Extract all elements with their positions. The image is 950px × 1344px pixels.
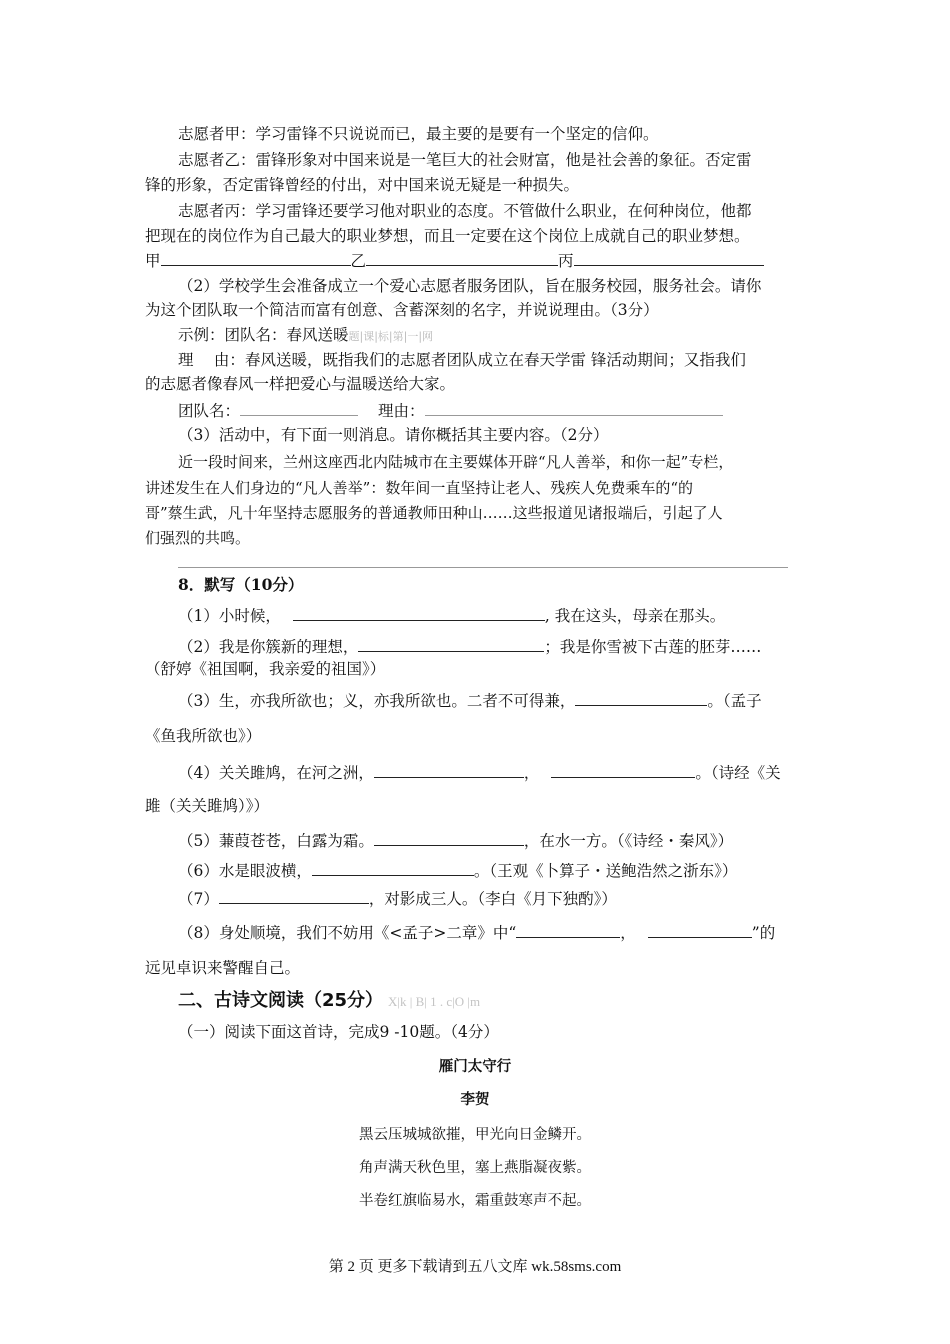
q8-blank-7[interactable] — [219, 888, 369, 904]
q8-item5 — [178, 830, 733, 851]
q8-item7-post: ，对影成三人。（李白《月下独酌》） — [368, 890, 617, 908]
poem-author: 李贺 — [460, 1091, 490, 1108]
q2-line2: 为这个团队取一个简洁而富有创意、含蓄深刻的名字，并说说理由。（3分） — [145, 301, 659, 319]
q8-blank-1[interactable] — [293, 605, 545, 621]
team-name-field[interactable] — [240, 400, 358, 416]
q2-reason-line1 — [178, 350, 746, 370]
q8-item7 — [178, 888, 617, 909]
q3-prompt: （3）活动中，有下面一则消息。请你概括其主要内容。（2分） — [178, 426, 609, 444]
section2-intro: （一）阅读下面这首诗，完成9 -10题。（4分） — [178, 1023, 499, 1041]
volunteer-c-line2: 把现在的岗位作为自己最大的职业梦想，而且一定要在这个岗位上成就自己的职业梦想。 — [145, 227, 750, 245]
q8-item7-pre: （7） — [178, 890, 219, 908]
q2-example — [178, 325, 433, 347]
blank-jia[interactable] — [161, 250, 351, 266]
label-yi: 乙 — [350, 252, 367, 270]
answer-blanks-row — [145, 250, 764, 271]
section2-title: 二、古诗文阅读（25分） — [178, 990, 384, 1011]
q8-item2-pre: （2）我是你簇新的理想， — [178, 638, 359, 656]
q8-blank-8b[interactable] — [648, 922, 752, 938]
q8-item4 — [178, 762, 781, 783]
watermark-text: 题|课|标|第|一|网 — [348, 330, 434, 343]
section-heading — [178, 988, 480, 1015]
q8-item8-continued: 远见卓识来警醒自己。 — [145, 959, 301, 977]
q8-item3 — [178, 690, 762, 711]
q8-item8 — [178, 922, 775, 943]
poem-title: 雁门太守行 — [438, 1058, 512, 1075]
q8-blank-2[interactable] — [358, 636, 544, 652]
q8-item1-post: , 我在这头，母亲在那头。 — [544, 607, 726, 625]
q8-item6 — [178, 860, 737, 881]
blank-yi[interactable] — [366, 250, 558, 266]
q8-item2 — [178, 636, 761, 657]
volunteer-a: 志愿者甲：学习雷锋不只说说而已，最主要的是要有一个坚定的信仰。 — [178, 125, 659, 143]
q8-item1 — [178, 605, 725, 626]
label-bing: 丙 — [558, 252, 574, 270]
q2-line1: （2）学校学生会准备成立一个爱心志愿者服务团队，旨在服务校园，服务社会。请你 — [178, 277, 762, 295]
q8-item8-mid: ， — [620, 924, 636, 942]
q8-item3-post: 。（孟子 — [707, 692, 762, 710]
q3-news-line2: 讲述发生在人们身边的“凡人善举”：数年间一直坚持让老人、残疾人免费乘车的“的 — [145, 479, 694, 497]
q8-item4-source: 雎（关关雎鸠）》） — [145, 797, 270, 815]
q3-answer-line[interactable] — [178, 567, 788, 568]
q8-item4-pre: （4）关关雎鸠，在河之洲， — [178, 764, 374, 782]
page-footer: 第 2 页 更多下载请到五八文库 wk.58sms.com — [328, 1259, 622, 1275]
q8-item6-post: 。（王观《卜算子・送鲍浩然之浙东》） — [473, 862, 738, 880]
q2-reason-text: 春风送暖，既指我们的志愿者团队成立在春天学雷 锋活动期间；又指我们 — [244, 351, 746, 369]
volunteer-b-line2: 锋的形象，否定雷锋曾经的付出，对中国来说无疑是一种损失。 — [145, 176, 580, 194]
poem-line: 黑云压城城欲摧，甲光向日金鳞开。 — [359, 1127, 591, 1143]
poem-line: 角声满天秋色里，塞上燕脂凝夜紫。 — [359, 1160, 591, 1176]
reason-field[interactable] — [425, 400, 723, 416]
q8-item8-post: ”的 — [751, 924, 776, 942]
volunteer-b-line1: 志愿者乙：雷锋形象对中国来说是一笔巨大的社会财富，他是社会善的象征。否定雷 — [178, 151, 752, 169]
q8-item6-pre: （6）水是眼波横， — [178, 862, 312, 880]
q8-item2-post: ；我是你雪被下古莲的胚芽…… — [544, 638, 762, 656]
q8-item5-pre: （5）蒹葭苍苍，白露为霜。 — [178, 832, 374, 850]
q2-example-text: 示例：团队名：春风送暖 — [178, 326, 349, 344]
section2-watermark: X|k | B| 1 . c|O |m — [388, 994, 481, 1009]
q2-answer-row — [178, 400, 723, 421]
q8-title: 8．默写（10分） — [178, 575, 304, 594]
q2-reason-label: 理 由： — [178, 351, 245, 369]
q8-blank-6[interactable] — [312, 860, 474, 876]
q8-blank-5[interactable] — [374, 830, 524, 846]
q8-blank-4a[interactable] — [374, 762, 524, 778]
team-label: 团队名： — [178, 402, 241, 420]
blank-bing[interactable] — [574, 250, 764, 266]
volunteer-c-line1: 志愿者丙：学习雷锋还要学习他对职业的态度。不管做什么职业，在何种岗位，他都 — [178, 202, 752, 220]
q3-news-line4: 们强烈的共鸣。 — [145, 529, 251, 547]
q8-item4-mid: ， — [523, 764, 540, 782]
q2-reason-line2: 的志愿者像春风一样把爱心与温暖送给大家。 — [145, 375, 456, 393]
q8-item3-pre: （3）生，亦我所欲也；义，亦我所欲也。二者不可得兼， — [178, 692, 576, 710]
q8-item4-post: 。（诗经《关 — [695, 764, 781, 782]
q8-item5-post: ，在水一方。（《诗经・秦风》） — [523, 832, 734, 850]
q8-blank-3[interactable] — [575, 690, 707, 706]
q8-blank-4b[interactable] — [551, 762, 695, 778]
q8-item2-source: （舒婷《祖国啊，我亲爱的祖国》） — [145, 660, 386, 678]
label-jia: 甲 — [145, 252, 161, 270]
reason-label: 理由： — [378, 402, 425, 420]
q3-news-line1: 近一段时间来，兰州这座西北内陆城市在主要媒体开辟“凡人善举，和你一起”专栏， — [178, 453, 734, 471]
q8-blank-8a[interactable] — [516, 922, 620, 938]
q8-item8-pre: （8）身处顺境，我们不妨用《<孟子>二章》中“ — [178, 924, 517, 942]
q3-news-line3: 哥”蔡生武，凡十年坚持志愿服务的普通教师田种山……这些报道见诸报端后，引起了人 — [145, 504, 723, 522]
q8-item1-pre: （1）小时候， — [178, 607, 281, 625]
q8-item3-source: 《鱼我所欲也》） — [145, 727, 262, 745]
poem-line: 半卷红旗临易水，霜重鼓寒声不起。 — [359, 1193, 591, 1209]
